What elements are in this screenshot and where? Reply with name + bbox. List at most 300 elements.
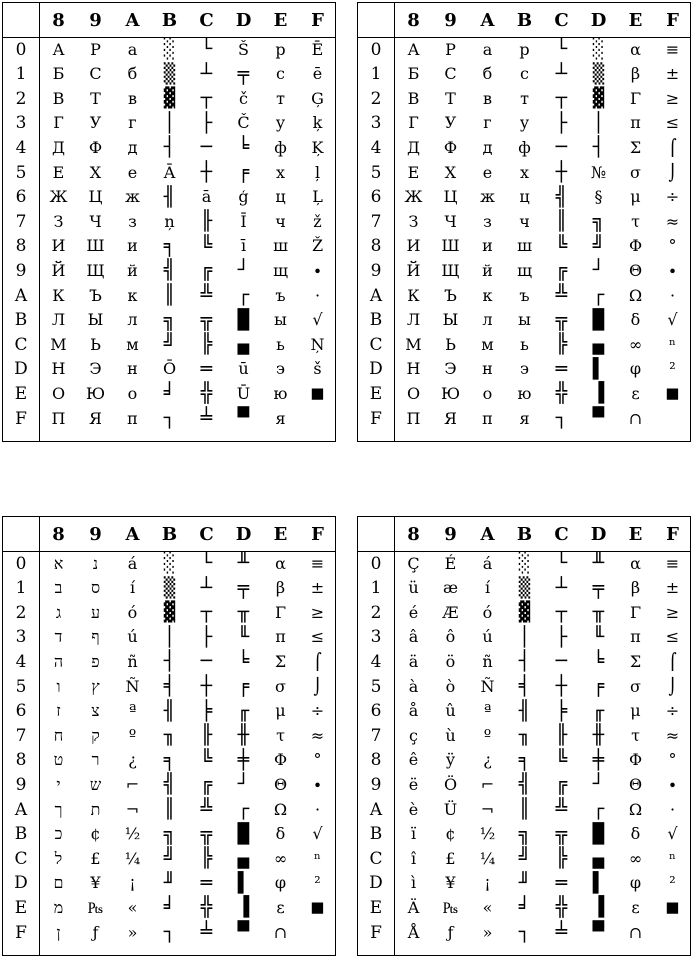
row-header: C	[14, 848, 28, 869]
character-cell: ┤	[592, 136, 605, 159]
character-cell: י	[56, 774, 61, 794]
character-cell: ╪	[592, 748, 605, 771]
character-cell: ∙	[313, 774, 322, 794]
character-cell: й	[482, 260, 493, 280]
row-header: 2	[15, 602, 27, 623]
row-header: E	[14, 383, 28, 404]
character-cell: ת	[90, 799, 101, 819]
character-cell: ô	[445, 627, 456, 647]
character-cell: τ	[631, 725, 640, 745]
character-cell: ╤	[592, 576, 605, 599]
character-cell: α	[630, 553, 641, 573]
character-cell: ņ	[164, 211, 175, 231]
character-cell: Д	[51, 137, 65, 157]
character-cell: Σ	[629, 137, 642, 157]
character-cell: ך	[54, 799, 63, 819]
character-cell: °	[668, 236, 677, 256]
row-header: C	[14, 334, 28, 355]
character-cell: Š	[238, 39, 249, 59]
character-cell: √	[667, 310, 678, 330]
character-cell: σ	[275, 676, 286, 696]
character-cell: з	[128, 211, 137, 231]
character-cell: ▒	[163, 62, 176, 85]
character-cell: К	[407, 285, 420, 305]
character-cell: х	[275, 162, 286, 182]
character-cell: щ	[273, 260, 288, 280]
character-cell: и	[482, 236, 493, 256]
character-cell: ╜	[518, 871, 531, 894]
character-cell: ▐	[592, 382, 605, 405]
character-cell: ╙	[237, 625, 250, 648]
character-cell: ┤	[163, 650, 176, 673]
character-cell: ¬	[480, 799, 495, 819]
character-cell: ╦	[555, 822, 568, 845]
character-cell: π	[630, 627, 641, 647]
character-cell: ┐	[518, 921, 531, 943]
character-cell: Ķ	[311, 137, 324, 157]
character-cell: ÷	[310, 701, 325, 721]
character-cell: │	[592, 111, 605, 134]
character-cell: а	[127, 39, 138, 59]
character-cell: ═	[555, 871, 568, 894]
character-cell: т	[520, 88, 529, 108]
character-cell: Ь	[445, 334, 456, 354]
character-cell: í	[129, 578, 136, 598]
character-cell: ▌	[592, 357, 605, 380]
character-cell: ═	[200, 871, 213, 894]
character-cell: ÷	[665, 701, 680, 721]
character-cell: «	[482, 897, 493, 917]
character-cell: ∩	[273, 922, 288, 942]
character-cell: ²	[314, 873, 321, 893]
row-header: 9	[370, 774, 382, 795]
character-cell: Θ	[273, 774, 288, 794]
character-cell: ƒ	[447, 922, 454, 942]
character-cell: ≡	[665, 39, 680, 59]
character-cell: β	[630, 578, 641, 598]
row-header: D	[14, 359, 28, 380]
character-cell: δ	[630, 824, 641, 844]
character-cell: Φ	[628, 750, 643, 770]
row-header: 4	[15, 137, 27, 158]
character-cell: ž	[313, 211, 322, 231]
character-cell: ч	[519, 211, 530, 231]
character-cell: ≈	[665, 725, 680, 745]
character-cell: Т	[445, 88, 456, 108]
character-cell: ∙	[668, 260, 677, 280]
character-cell: ö	[445, 651, 456, 671]
character-cell: ▀	[592, 407, 605, 429]
character-cell: █	[237, 308, 250, 331]
character-cell: ╚	[555, 748, 568, 771]
character-cell: О	[406, 383, 421, 403]
character-cell: √	[312, 824, 323, 844]
character-cell: ▓	[592, 87, 605, 110]
character-cell: ═	[200, 357, 213, 380]
character-cell: ¿	[483, 750, 492, 770]
character-cell: כ	[54, 824, 63, 844]
character-cell: ╦	[200, 822, 213, 845]
character-cell: מ	[53, 897, 64, 917]
character-cell: μ	[630, 701, 641, 721]
column-header: F	[666, 9, 679, 31]
character-cell: ≡	[665, 553, 680, 573]
character-cell: ⌐	[125, 774, 140, 794]
character-cell: ┬	[555, 601, 568, 624]
character-cell: И	[51, 236, 66, 256]
character-cell: ú	[482, 627, 493, 647]
character-cell: ╣	[163, 259, 176, 282]
row-header: 9	[15, 774, 27, 795]
character-cell: ╠	[200, 847, 213, 870]
character-cell: ╛	[163, 382, 176, 405]
character-cell: Θ	[628, 774, 643, 794]
character-cell: ו	[56, 676, 61, 696]
character-cell: ╧	[555, 921, 568, 943]
character-cell: ÷	[665, 187, 680, 207]
character-cell: З	[408, 211, 419, 231]
character-cell: ╡	[163, 675, 176, 697]
character-cell: ¢	[445, 824, 456, 844]
character-cell: в	[482, 88, 492, 108]
column-header: A	[480, 9, 495, 31]
character-cell: ¢	[90, 824, 101, 844]
character-cell: ┘	[237, 259, 250, 282]
character-cell: Ь	[90, 334, 101, 354]
character-cell: Ы	[442, 310, 459, 330]
character-cell: ╞	[555, 699, 568, 722]
character-cell: Ū	[236, 383, 251, 403]
character-cell: φ	[629, 359, 642, 379]
row-header: B	[369, 310, 383, 331]
row-header: A	[369, 285, 383, 306]
character-cell: ├	[555, 625, 568, 648]
character-cell: з	[483, 211, 492, 231]
character-cell: у	[519, 113, 530, 133]
character-cell: ç	[409, 725, 418, 745]
character-cell: ≤	[665, 113, 680, 133]
character-cell: Ņ	[310, 334, 325, 354]
character-cell: Ñ	[480, 676, 495, 696]
row-header: D	[369, 359, 383, 380]
character-cell: Φ	[273, 750, 288, 770]
code-page-table-top-left	[2, 2, 336, 442]
character-cell: ±	[665, 578, 680, 598]
character-cell: ─	[200, 650, 213, 673]
row-header: B	[369, 824, 383, 845]
character-cell: ъ	[519, 285, 530, 305]
character-cell: í	[484, 578, 491, 598]
character-cell: ┴	[200, 62, 213, 85]
character-cell: █	[592, 308, 605, 331]
character-cell: к	[127, 285, 138, 305]
character-cell: Γ	[274, 602, 287, 622]
character-cell: а	[482, 39, 493, 59]
character-cell: Č	[237, 113, 250, 133]
character-cell: ƒ	[92, 922, 99, 942]
row-header: 7	[370, 725, 382, 746]
character-cell: ь	[520, 334, 529, 354]
character-cell: ∩	[628, 922, 643, 942]
character-cell: У	[444, 113, 457, 133]
character-cell: ├	[200, 625, 213, 648]
character-cell: Я	[89, 408, 102, 428]
character-cell: ┐	[555, 407, 568, 429]
character-cell: А	[52, 39, 65, 59]
character-cell: î	[410, 848, 417, 868]
character-cell: ╠	[555, 333, 568, 356]
column-header: D	[590, 523, 607, 545]
character-cell: º	[128, 725, 137, 745]
character-cell: ╔	[200, 773, 213, 796]
character-cell: ├	[555, 111, 568, 134]
column-header: C	[554, 523, 569, 545]
character-cell: ש	[89, 774, 102, 794]
character-cell: ▓	[163, 601, 176, 624]
row-header: 3	[370, 113, 382, 134]
character-cell: «	[127, 897, 138, 917]
character-cell: ▌	[592, 871, 605, 894]
character-cell: Ģ	[311, 88, 324, 108]
character-cell: П	[51, 408, 66, 428]
character-cell: ╝	[592, 234, 605, 257]
character-cell: ┬	[200, 87, 213, 110]
character-cell: ■	[666, 896, 679, 919]
character-cell: β	[630, 64, 641, 84]
character-cell: н	[127, 359, 138, 379]
character-cell: ⁿ	[669, 848, 676, 868]
character-cell: ü	[408, 578, 419, 598]
row-header: 8	[15, 750, 27, 771]
character-cell: ┬	[200, 601, 213, 624]
character-cell: П	[406, 408, 421, 428]
character-cell: ¿	[128, 750, 137, 770]
character-cell: ≈	[310, 725, 325, 745]
character-cell: ¡	[484, 873, 491, 893]
code-page-table-bottom-right	[357, 516, 691, 956]
character-cell: ע	[90, 602, 101, 622]
character-cell: ╢	[163, 699, 176, 722]
character-cell: ░	[592, 38, 605, 60]
row-header: 8	[15, 236, 27, 257]
character-cell: ╟	[200, 210, 213, 233]
character-cell: й	[127, 260, 138, 280]
character-cell: ²	[669, 873, 676, 893]
character-cell: │	[163, 625, 176, 648]
character-cell: ≈	[665, 211, 680, 231]
character-cell: ∞	[628, 334, 643, 354]
character-cell: ╝	[518, 847, 531, 870]
character-cell: ┼	[555, 161, 568, 183]
character-cell: ф	[274, 137, 287, 157]
character-cell	[299, 920, 336, 945]
character-cell: ⁿ	[314, 848, 321, 868]
character-cell: נ	[92, 553, 99, 573]
character-cell: μ	[630, 187, 641, 207]
column-header: B	[516, 523, 533, 545]
character-cell: с	[276, 64, 285, 84]
character-cell: ─	[555, 650, 568, 673]
character-cell: ≥	[665, 88, 680, 108]
character-cell: ₧	[87, 897, 104, 917]
row-header: 1	[15, 578, 27, 599]
character-cell: ⌡	[668, 676, 677, 696]
row-header: 6	[370, 187, 382, 208]
character-cell: Е	[407, 162, 420, 182]
character-cell: ë	[408, 774, 419, 794]
character-cell: ╢	[163, 185, 176, 208]
character-cell: ╣	[555, 185, 568, 208]
character-cell: ╧	[200, 407, 213, 429]
character-cell: ε	[631, 897, 640, 917]
character-cell: ≤	[665, 627, 680, 647]
column-header: 8	[52, 523, 65, 545]
character-cell: ē	[312, 64, 323, 84]
character-cell: ╫	[237, 724, 250, 747]
character-cell: ■	[311, 382, 324, 405]
row-header: A	[14, 799, 28, 820]
character-cell: ц	[519, 187, 530, 207]
character-cell: Р	[90, 39, 101, 59]
character-cell: Ω	[628, 285, 643, 305]
row-header: 1	[370, 64, 382, 85]
character-cell: ╩	[555, 284, 568, 306]
character-cell: ן	[56, 922, 61, 942]
row-header: C	[369, 848, 383, 869]
character-cell: Н	[406, 359, 421, 379]
character-cell: ╥	[237, 601, 250, 624]
character-cell: ķ	[312, 113, 323, 133]
character-cell: н	[482, 359, 493, 379]
row-header: 5	[15, 676, 27, 697]
row-header: 1	[15, 64, 27, 85]
character-cell: ד	[54, 627, 63, 647]
character-cell: æ	[442, 578, 459, 598]
character-cell: Ō	[162, 359, 177, 379]
character-cell: ■	[666, 382, 679, 405]
character-cell: σ	[630, 676, 641, 696]
character-cell: ≤	[310, 627, 325, 647]
character-cell: ╔	[555, 259, 568, 282]
character-cell: Ļ	[312, 187, 323, 207]
character-cell: Ö	[443, 774, 458, 794]
row-header: 9	[370, 260, 382, 281]
character-cell: Й	[51, 260, 66, 280]
character-cell: я	[519, 408, 530, 428]
character-cell: à	[408, 676, 419, 696]
character-cell: ì	[410, 873, 417, 893]
character-cell: ģ	[238, 187, 249, 207]
character-cell: └	[555, 552, 568, 574]
row-header: F	[370, 408, 382, 429]
character-cell: █	[237, 822, 250, 845]
character-cell: ╤	[237, 576, 250, 599]
character-cell: ж	[480, 187, 495, 207]
column-header: B	[161, 9, 178, 31]
character-cell: Г	[53, 113, 64, 133]
column-header: 8	[407, 9, 420, 31]
character-cell: ▓	[518, 601, 531, 624]
character-cell: ±	[665, 64, 680, 84]
character-cell: З	[53, 211, 64, 231]
code-page-table-top-right	[357, 2, 691, 442]
character-cell: ╒	[592, 675, 605, 697]
character-cell: Ч	[444, 211, 457, 231]
character-cell: ┤	[518, 650, 531, 673]
character-cell: ä	[408, 651, 419, 671]
character-cell: ╖	[518, 724, 531, 747]
character-cell: ╚	[555, 234, 568, 257]
column-header: 8	[52, 9, 65, 31]
character-cell: Д	[406, 137, 420, 157]
character-cell: Ъ	[89, 285, 102, 305]
character-cell: А	[407, 39, 420, 59]
column-header: E	[628, 523, 643, 545]
character-cell: Э	[89, 359, 102, 379]
character-cell: ▀	[592, 921, 605, 943]
column-header: C	[199, 523, 214, 545]
column-header: B	[161, 523, 178, 545]
character-cell: │	[163, 111, 176, 134]
character-cell: Ш	[86, 236, 105, 256]
character-cell: я	[275, 408, 286, 428]
character-cell: ├	[200, 111, 213, 134]
character-cell: О	[51, 383, 66, 403]
column-header: F	[311, 523, 324, 545]
character-cell: ½	[124, 824, 141, 844]
character-cell: ▐	[237, 896, 250, 919]
row-header: E	[369, 383, 383, 404]
character-cell: ╩	[555, 798, 568, 820]
row-header: 3	[370, 627, 382, 648]
character-cell: ╬	[555, 382, 568, 405]
character-cell: д	[127, 137, 138, 157]
character-cell: ┼	[555, 675, 568, 697]
character-cell: ю	[517, 383, 532, 403]
row-header: 3	[15, 627, 27, 648]
row-header: 4	[15, 651, 27, 672]
character-cell: ▀	[237, 921, 250, 943]
character-cell: ╟	[555, 724, 568, 747]
character-cell: è	[408, 799, 419, 819]
character-cell: °	[668, 750, 677, 770]
character-cell: и	[127, 236, 138, 256]
row-header: 7	[370, 211, 382, 232]
character-cell: ט	[53, 750, 64, 770]
character-cell: ╘	[592, 650, 605, 673]
character-cell: Л	[406, 310, 421, 330]
character-cell: ╡	[518, 675, 531, 697]
character-cell: ┐	[163, 407, 176, 429]
character-cell: ·	[314, 285, 321, 305]
row-header: 2	[370, 602, 382, 623]
column-header: D	[590, 9, 607, 31]
character-cell: Й	[406, 260, 421, 280]
character-cell: ┴	[555, 576, 568, 599]
character-cell: ║	[163, 284, 176, 306]
character-cell: ╤	[237, 62, 250, 85]
character-cell: ╖	[163, 724, 176, 747]
character-cell: Э	[444, 359, 457, 379]
character-cell: ╗	[592, 210, 605, 233]
character-cell: ╒	[237, 675, 250, 697]
character-cell: ┐	[163, 921, 176, 943]
character-cell: █	[592, 822, 605, 845]
character-cell: £	[90, 848, 101, 868]
character-cell: μ	[275, 701, 286, 721]
character-cell: å	[408, 701, 419, 721]
character-cell: ░	[518, 552, 531, 574]
